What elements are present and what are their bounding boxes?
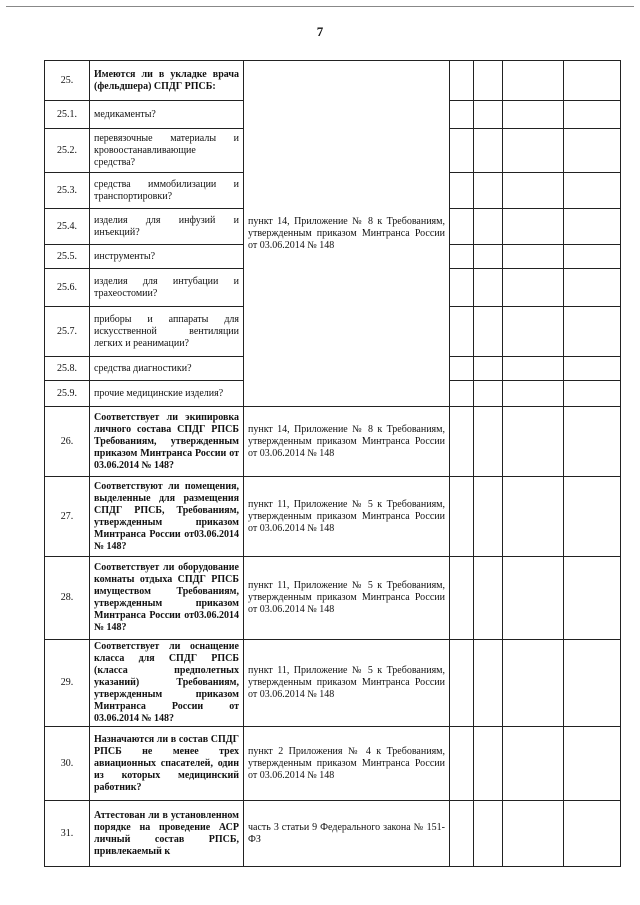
row-number: 28. xyxy=(45,557,90,640)
row-number: 25. xyxy=(45,61,90,101)
answer-cell xyxy=(474,640,503,727)
answer-cell xyxy=(503,557,564,640)
answer-cell xyxy=(474,129,503,173)
row-question: прочие медицинские изделия? xyxy=(90,381,244,407)
row-question: Соответствует ли экипировка личного состава СПДГ РПСБ Требованиям, утвержденным приказом Минтранса России от 03.06.2014 № 148? xyxy=(90,407,244,477)
answer-cell xyxy=(503,477,564,557)
row-question: изделия для интубации и трахеостомии? xyxy=(90,269,244,307)
table-row xyxy=(45,801,621,867)
row-question: средства иммобилизации и транспортировки? xyxy=(90,173,244,209)
answer-cell xyxy=(564,357,621,381)
answer-cell xyxy=(474,245,503,269)
answer-cell xyxy=(564,61,621,101)
row-number: 26. xyxy=(45,407,90,477)
row-question: Соответствует ли оснащение класса для СПДГ РПСБ (класса предполетных указаний) Требованиям, утвержденным приказом Минтранса России от 03.06.2014 № 148? xyxy=(90,640,244,727)
row-question: перевязочные материалы и кровоостанавливающие средства? xyxy=(90,129,244,173)
answer-cell xyxy=(503,357,564,381)
shared-reference: пункт 14, Приложение № 8 к Требованиям, утвержденным приказом Минтранса России от 03.06.2014 № 148 xyxy=(244,61,450,407)
answer-cell xyxy=(474,357,503,381)
row-question: Аттестован ли в установленном порядке на проведение АСР личный состав РПСБ, привлекаемый к xyxy=(90,801,244,867)
row-question: Соответствует ли оборудование комнаты отдыха СПДГ РПСБ имуществом Требованиям, утвержденным приказом Минтранса России от03.06.2014 № 148? xyxy=(90,557,244,640)
answer-cell xyxy=(564,407,621,477)
answer-cell xyxy=(564,557,621,640)
answer-cell xyxy=(474,101,503,129)
answer-cell xyxy=(503,407,564,477)
answer-cell xyxy=(450,357,474,381)
row-number: 30. xyxy=(45,727,90,801)
checklist-table xyxy=(44,60,621,867)
row-reference: пункт 14, Приложение № 8 к Требованиям, утвержденным приказом Минтранса России от 03.06.2014 № 148 xyxy=(244,407,450,477)
row-number: 25.5. xyxy=(45,245,90,269)
answer-cell xyxy=(450,801,474,867)
answer-cell xyxy=(450,407,474,477)
answer-cell xyxy=(503,173,564,209)
answer-cell xyxy=(474,381,503,407)
answer-cell xyxy=(450,640,474,727)
row-number: 25.1. xyxy=(45,101,90,129)
row-number: 25.4. xyxy=(45,209,90,245)
row-reference: часть 3 статьи 9 Федерального закона № 151-ФЗ xyxy=(244,801,450,867)
answer-cell xyxy=(450,129,474,173)
answer-cell xyxy=(474,209,503,245)
answer-cell xyxy=(450,727,474,801)
row-question: Имеются ли в укладке врача (фельдшера) СПДГ РПСБ: xyxy=(90,61,244,101)
answer-cell xyxy=(450,209,474,245)
row-number: 25.7. xyxy=(45,307,90,357)
answer-cell xyxy=(564,173,621,209)
row-question: Назначаются ли в состав СПДГ РПСБ не менее трех авиационных спасателей, один из которых медицинский работник? xyxy=(90,727,244,801)
answer-cell xyxy=(450,557,474,640)
row-question: медикаменты? xyxy=(90,101,244,129)
answer-cell xyxy=(474,801,503,867)
answer-cell xyxy=(564,209,621,245)
row-number: 25.2. xyxy=(45,129,90,173)
row-question: средства диагностики? xyxy=(90,357,244,381)
answer-cell xyxy=(503,245,564,269)
table-row xyxy=(45,727,621,801)
answer-cell xyxy=(564,245,621,269)
table-row xyxy=(45,407,621,477)
row-number: 25.6. xyxy=(45,269,90,307)
row-number: 25.9. xyxy=(45,381,90,407)
answer-cell xyxy=(503,640,564,727)
answer-cell xyxy=(503,307,564,357)
answer-cell xyxy=(450,245,474,269)
answer-cell xyxy=(474,269,503,307)
row-reference: пункт 11, Приложение № 5 к Требованиям, утвержденным приказом Минтранса России от 03.06.2014 № 148 xyxy=(244,477,450,557)
row-question: инструменты? xyxy=(90,245,244,269)
answer-cell xyxy=(450,173,474,209)
answer-cell xyxy=(450,307,474,357)
answer-cell xyxy=(503,801,564,867)
answer-cell xyxy=(503,129,564,173)
answer-cell xyxy=(474,727,503,801)
row-number: 31. xyxy=(45,801,90,867)
answer-cell xyxy=(474,173,503,209)
answer-cell xyxy=(474,61,503,101)
answer-cell xyxy=(564,269,621,307)
row-question: приборы и аппараты для искусственной вентиляции легких и реанимации? xyxy=(90,307,244,357)
answer-cell xyxy=(564,477,621,557)
answer-cell xyxy=(564,801,621,867)
answer-cell xyxy=(564,307,621,357)
row-question: Соответствуют ли помещения, выделенные для размещения СПДГ РПСБ, Требованиям, утвержденным приказом Минтранса России от03.06.2014 № 148? xyxy=(90,477,244,557)
answer-cell xyxy=(503,727,564,801)
page-number: 7 xyxy=(316,24,324,39)
answer-cell xyxy=(503,209,564,245)
answer-cell xyxy=(474,407,503,477)
row-number: 27. xyxy=(45,477,90,557)
answer-cell xyxy=(450,101,474,129)
answer-cell xyxy=(450,61,474,101)
top-rule xyxy=(6,6,634,7)
answer-cell xyxy=(503,269,564,307)
answer-cell xyxy=(450,269,474,307)
answer-cell xyxy=(564,727,621,801)
row-reference: пункт 2 Приложения № 4 к Требованиям, утвержденным приказом Минтранса России от 03.06.2014 № 148 xyxy=(244,727,450,801)
row-number: 25.8. xyxy=(45,357,90,381)
row-number: 25.3. xyxy=(45,173,90,209)
row-reference: пункт 11, Приложение № 5 к Требованиям, утвержденным приказом Минтранса России от 03.06.2014 № 148 xyxy=(244,640,450,727)
table-row xyxy=(45,477,621,557)
answer-cell xyxy=(474,477,503,557)
answer-cell xyxy=(503,61,564,101)
table-row xyxy=(45,61,621,101)
answer-cell xyxy=(450,477,474,557)
row-reference: пункт 11, Приложение № 5 к Требованиям, утвержденным приказом Минтранса России от 03.06.2014 № 148 xyxy=(244,557,450,640)
answer-cell xyxy=(564,129,621,173)
answer-cell xyxy=(474,557,503,640)
answer-cell xyxy=(503,381,564,407)
answer-cell xyxy=(564,640,621,727)
table-row xyxy=(45,640,621,727)
answer-cell xyxy=(474,307,503,357)
answer-cell xyxy=(450,381,474,407)
table-row xyxy=(45,557,621,640)
row-number: 29. xyxy=(45,640,90,727)
answer-cell xyxy=(503,101,564,129)
answer-cell xyxy=(564,381,621,407)
row-question: изделия для инфузий и инъекций? xyxy=(90,209,244,245)
answer-cell xyxy=(564,101,621,129)
